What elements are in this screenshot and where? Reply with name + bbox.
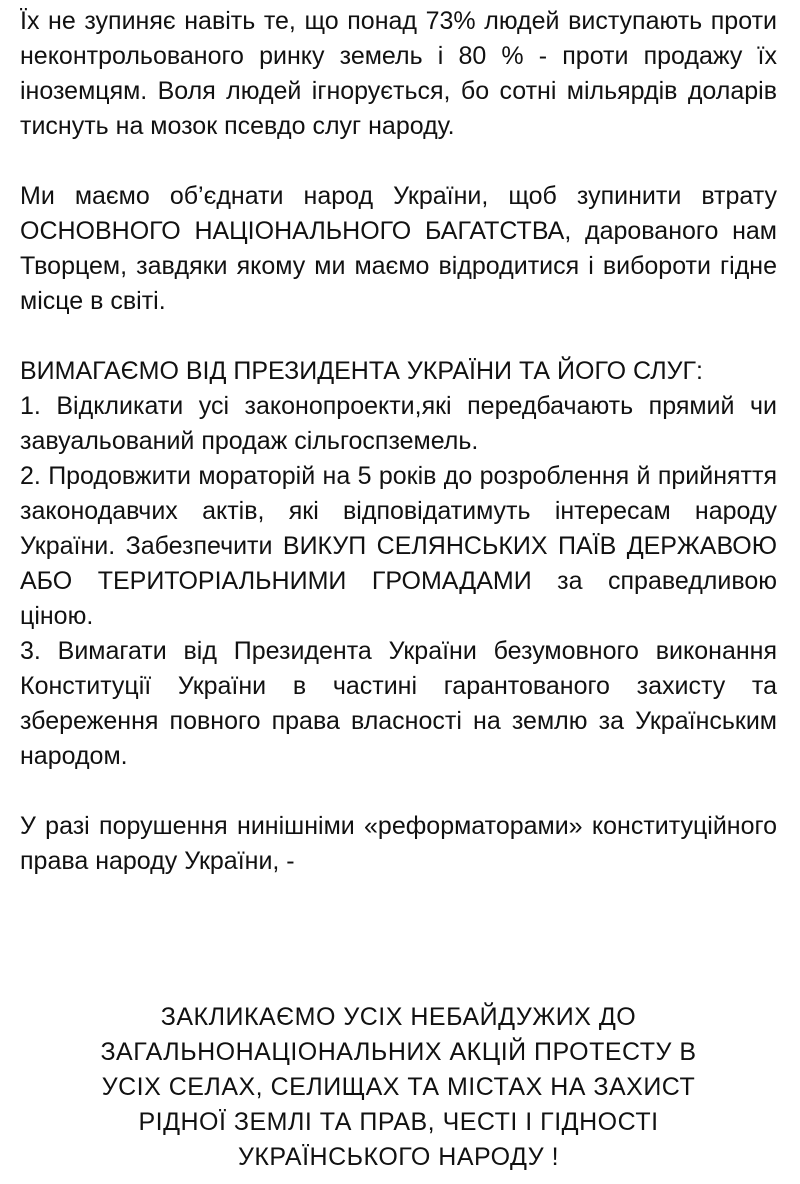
document-body bbox=[20, 4, 777, 879]
demand-item-2: 2. Продовжити мораторій на 5 років до розроблення й прийняття законодавчих актів, які відповідатимуть інтересам народу України. Забезпечити ВИКУП СЕЛЯНСЬКИХ ПАЇВ ДЕРЖАВОЮ АБО ТЕРИТОРІАЛЬНИМИ ГРОМАДАМИ за справедливою ціною. bbox=[20, 462, 777, 630]
paragraph-unite: Ми маємо об’єднати народ України, щоб зупинити втрату ОСНОВНОГО НАЦІОНАЛЬНОГО БАГАТСТВА, дарованого нам Творцем, завдяки якому ми маємо відродитися і вибороти гідне місце в світі. bbox=[20, 182, 777, 315]
demand-heading: ВИМАГАЄМО ВІД ПРЕЗИДЕНТА УКРАЇНИ ТА ЙОГО СЛУГ: bbox=[20, 357, 703, 385]
callout-line: РІДНОЇ ЗЕМЛІ ТА ПРАВ, ЧЕСТІ І ГІДНОСТІ bbox=[138, 1108, 659, 1136]
demand-item-1: 1. Відкликати усі законопроекти,які передбачають прямий чи завуальований продаж сільгоспземель. bbox=[20, 392, 777, 455]
callout-line: УКРАЇНСЬКОГО НАРОДУ ! bbox=[237, 1143, 560, 1171]
demand-item-3: 3. Вимагати від Президента України безумовного виконання Конституції України в частині гарантованого захисту та збереження повного права власності на землю за Українським народом. bbox=[20, 637, 777, 770]
paragraph-gap bbox=[20, 319, 777, 354]
paragraph-gap bbox=[20, 774, 777, 809]
paragraph-violation: У разі порушення нинішніми «реформаторами» конституційного права народу України, - bbox=[20, 812, 777, 875]
callout-line: УСІХ СЕЛАХ, СЕЛИЩАХ ТА МІСТАХ НА ЗАХИСТ bbox=[101, 1073, 696, 1101]
paragraph-opposition: Їх не зупиняє навіть те, що понад 73% людей виступають проти неконтрольованого ринку земель і 80 % - проти продажу їх іноземцям. Воля людей ігнорується, бо сотні мільярдів доларів тиснуть на мозок псевдо слуг народу. bbox=[20, 7, 777, 140]
protest-callout bbox=[20, 1000, 777, 1175]
callout-line: ЗАКЛИКАЄМО УСІХ НЕБАЙДУЖИХ ДО bbox=[160, 1003, 637, 1031]
paragraph-gap bbox=[20, 144, 777, 179]
callout-line: ЗАГАЛЬНОНАЦІОНАЛЬНИХ АКЦІЙ ПРОТЕСТУ В bbox=[100, 1038, 697, 1066]
